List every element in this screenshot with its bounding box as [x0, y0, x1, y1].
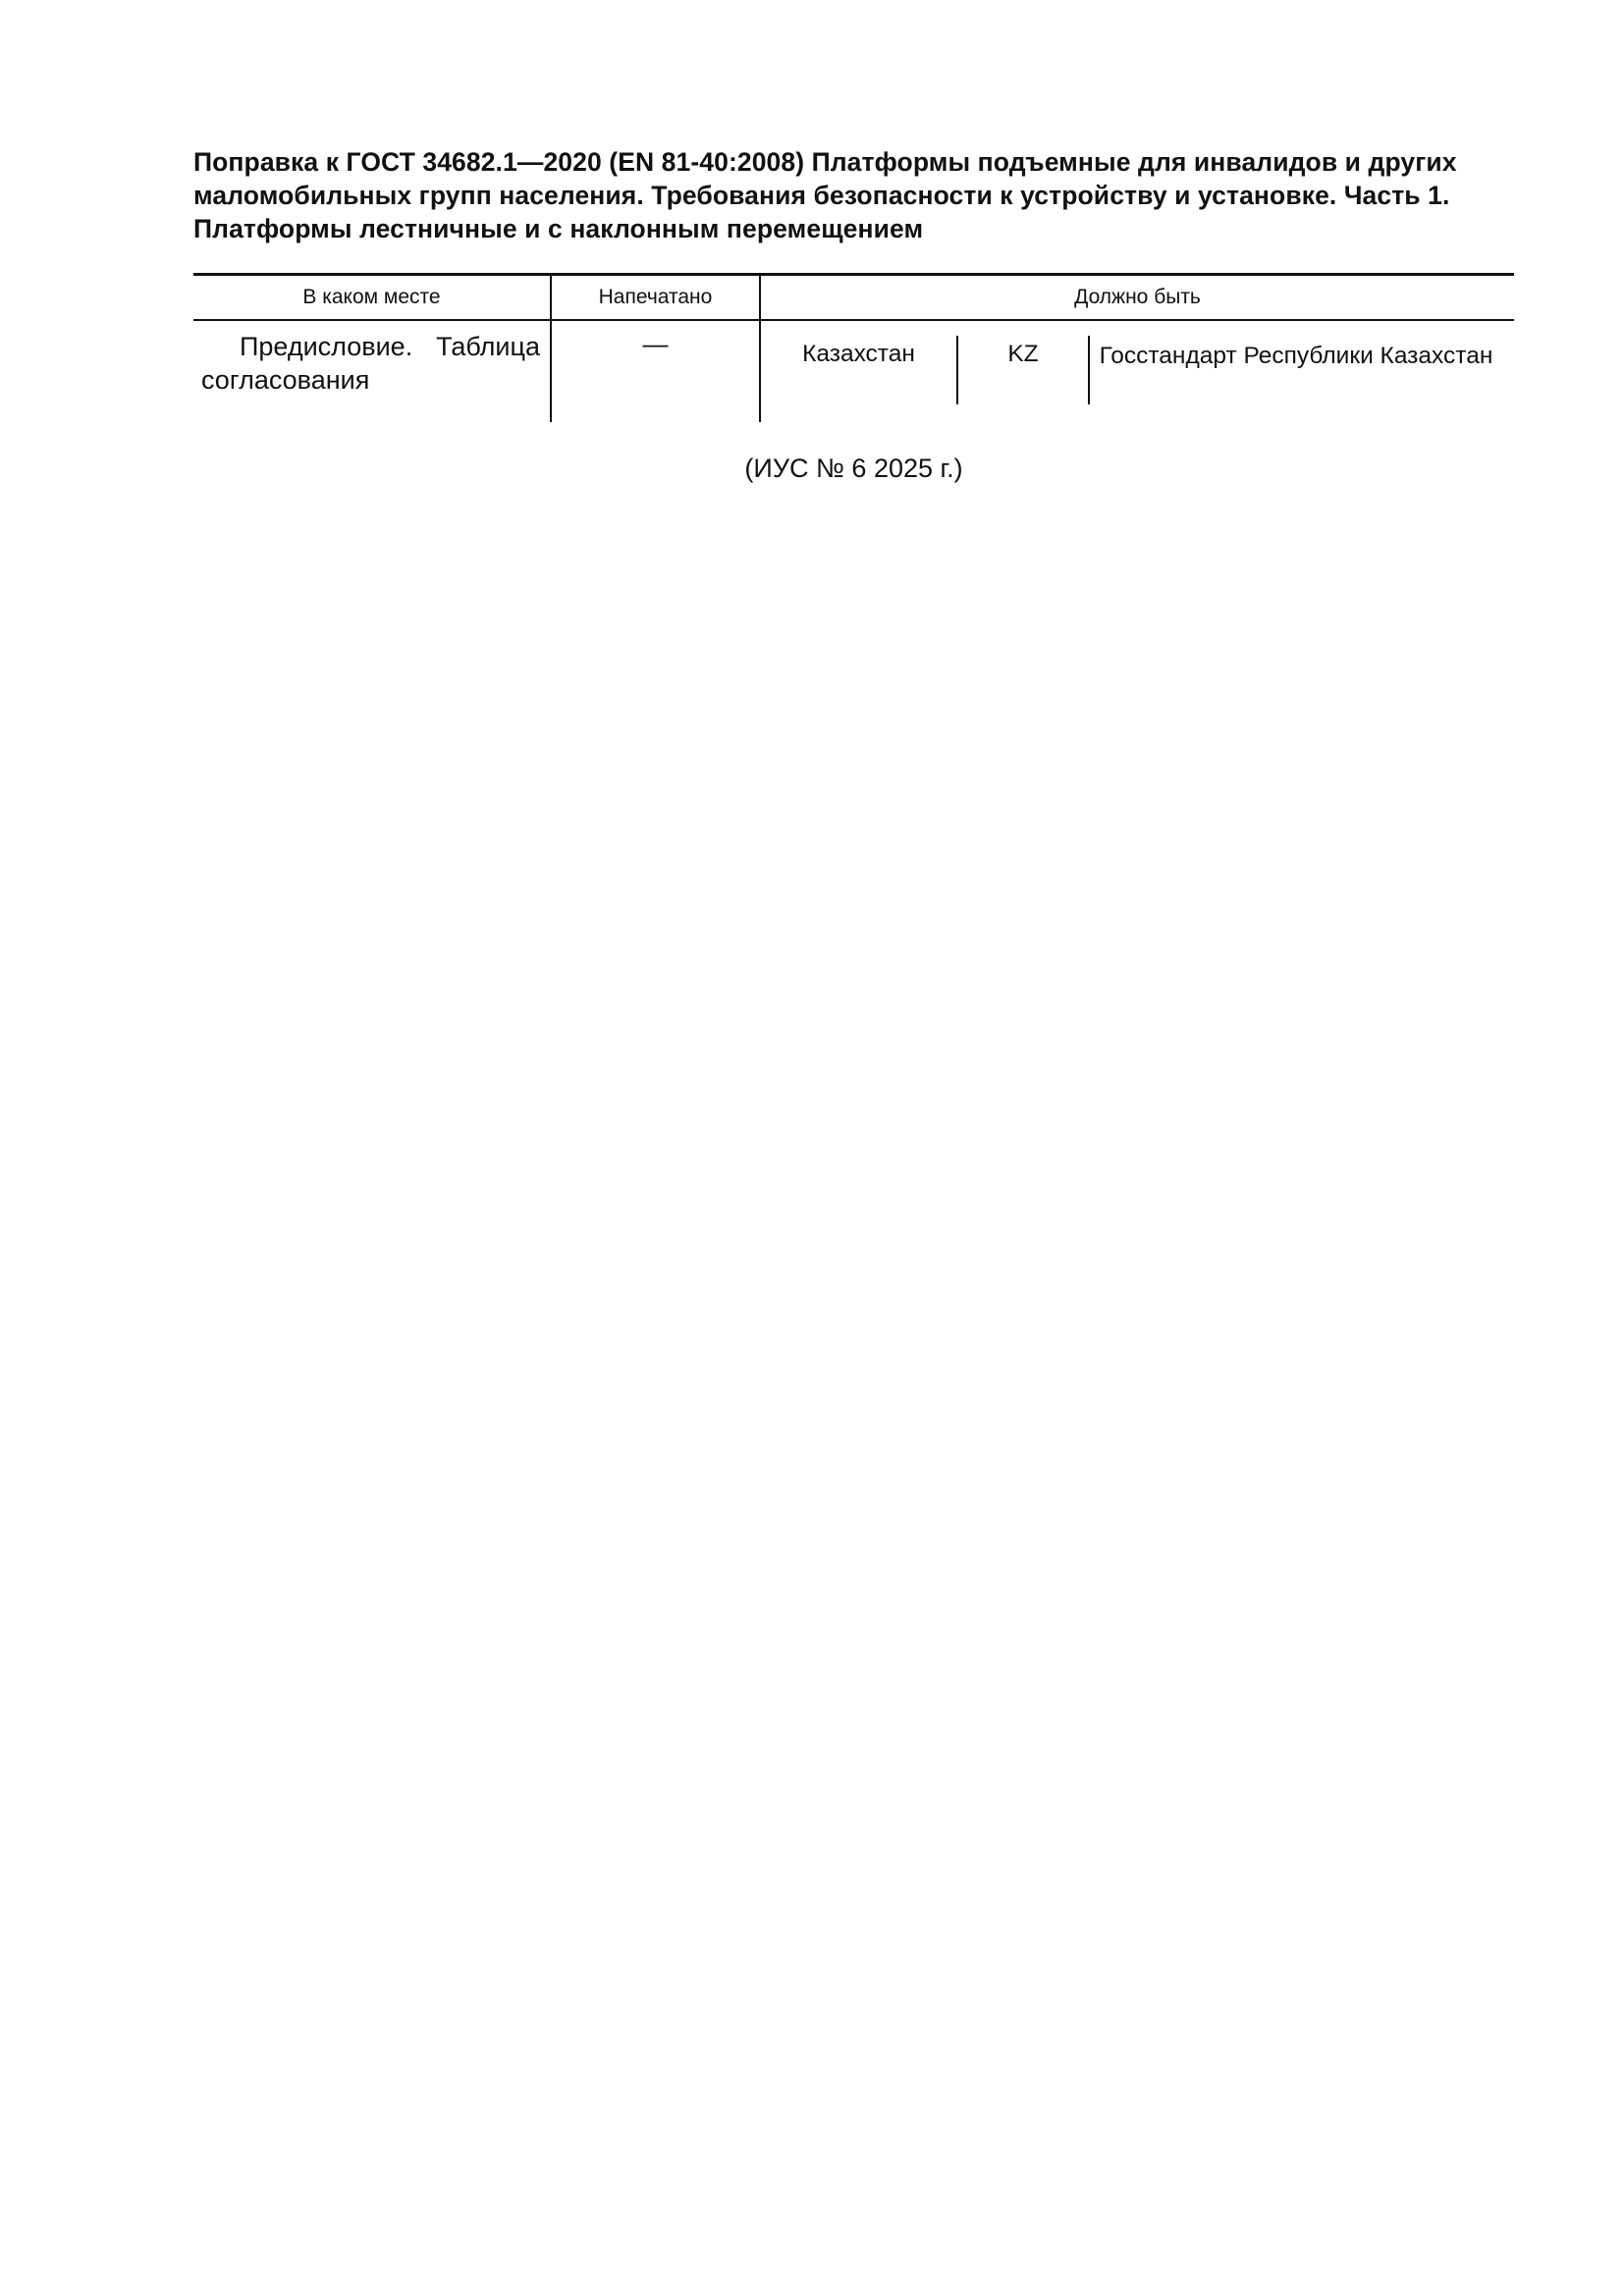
table-top-rule: [193, 273, 1514, 276]
ius-reference: (ИУС № 6 2025 г.): [744, 454, 963, 483]
header-printed: Напечатано: [598, 286, 713, 308]
amendment-title: Поправка к ГОСТ 34682.1—2020 (EN 81-40:2008) Платформы подъемные для инвалидов и других маломобильных групп населения. Требования безопасности к устройству и установке. Часть 1. Платформы лестничные и с наклонным перемещением: [193, 147, 1457, 243]
header-where: В каком месте: [302, 286, 441, 308]
cell-standards-body: Госстандарт Республики Казахстан: [1099, 343, 1493, 369]
cell-printed: —: [642, 329, 669, 358]
table-header-rule: [193, 319, 1514, 321]
amendment-table: [193, 273, 1514, 422]
cell-country-code: KZ: [1007, 341, 1039, 367]
cell-where: Предисловие. Таблица согласования: [201, 332, 540, 395]
header-should-be: Должно быть: [1074, 286, 1201, 308]
cell-country: Казахстан: [802, 341, 915, 367]
